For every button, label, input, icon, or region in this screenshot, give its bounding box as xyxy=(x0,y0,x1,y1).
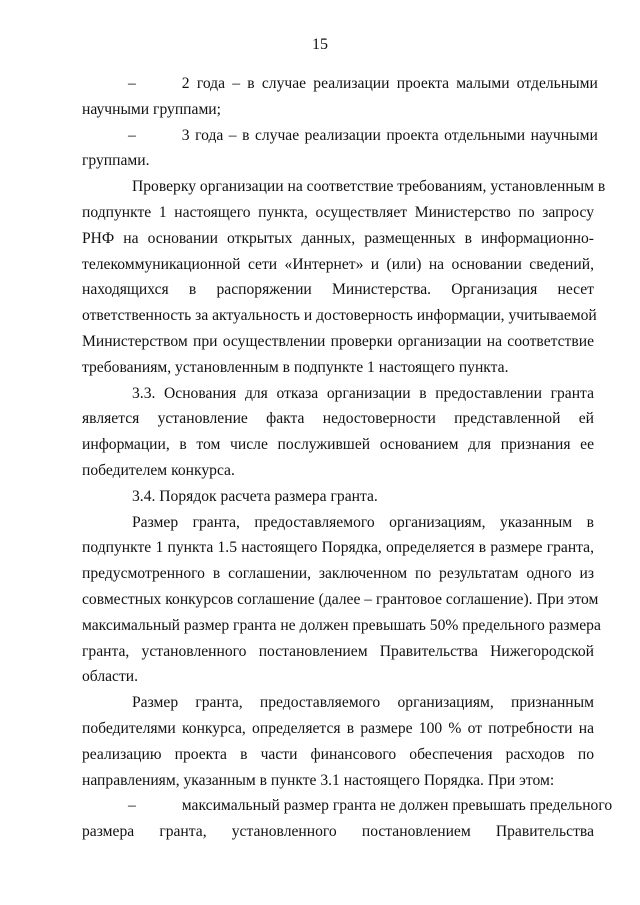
text-line: 3.3. Основания для отказа организации в предоставлении гранта xyxy=(132,384,594,402)
text-line: группами. xyxy=(82,152,150,170)
text-line: находящихся в распоряжении Министерства. Организация несет xyxy=(82,281,594,299)
text-line: подпункте 1 настоящего пункта, осуществляет Министерство по запросу xyxy=(82,203,594,221)
text-line: подпункте 1 пункта 1.5 настоящего Порядка, определяется в размере гранта, xyxy=(82,539,594,557)
text-line: области. xyxy=(82,668,139,686)
text-line: гранта, установленного постановлением Правительства Нижегородской xyxy=(82,642,594,660)
text-line: Проверку организации на соответствие требованиям, установленным в xyxy=(132,178,606,196)
text-line: направлениям, указанным в пункте 3.1 настоящего Порядка. При этом: xyxy=(82,771,555,789)
text-line-content: 3 года – в случае реализации проекта отдельными научными xyxy=(181,126,598,144)
text-line: ответственность за актуальность и достоверность информации, учитываемой xyxy=(82,307,597,325)
text-line: Размер гранта, предоставляемого организациям, указанным в xyxy=(132,513,594,531)
text-line: Министерством при осуществлении проверки организации на соответствие xyxy=(82,332,594,350)
text-line: РНФ на основании открытых данных, размещенных в информационно- xyxy=(82,229,594,247)
list-dash: – xyxy=(128,797,136,815)
text-line: 3.4. Порядок расчета размера гранта. xyxy=(132,487,378,505)
text-line: размера гранта, установленного постановлением Правительства xyxy=(82,823,594,841)
text-line: совместных конкурсов соглашение (далее – грантовое соглашение). При этом xyxy=(82,590,599,608)
text-line: предусмотренного в соглашении, заключенном по результатам одного из xyxy=(82,565,594,583)
list-dash: – xyxy=(128,75,136,92)
text-line xyxy=(82,123,598,149)
text-line: победителем конкурса. xyxy=(82,461,235,479)
text-line: реализацию проекта в части финансового обеспечения расходов по xyxy=(82,745,594,763)
text-line: максимальный размер гранта не должен превышать 50% предельного размера xyxy=(82,616,601,634)
text-line xyxy=(82,71,598,97)
text-line xyxy=(82,793,613,819)
document-body xyxy=(82,71,613,845)
text-line: победителями конкурса, определяется в размере 100 % от потребности на xyxy=(82,719,594,737)
text-line-content: 2 года – в случае реализации проекта малыми отдельными xyxy=(181,75,598,92)
text-line-content: максимальный размер гранта не должен превышать предельного xyxy=(181,797,613,815)
text-line: является установление факта недостоверности представленной ей xyxy=(82,410,594,428)
text-line: требованиям, установленным в подпункте 1 настоящего пункта. xyxy=(82,358,509,376)
page-number: 15 xyxy=(312,36,328,53)
text-line: научными группами; xyxy=(82,100,221,118)
text-line: Размер гранта, предоставляемого организациям, признанным xyxy=(132,694,594,712)
text-line: телекоммуникационной сети «Интернет» и (или) на основании сведений, xyxy=(82,255,594,273)
text-line: информации, в том числе послужившей основанием для признания ее xyxy=(82,436,594,454)
list-dash: – xyxy=(128,126,136,144)
